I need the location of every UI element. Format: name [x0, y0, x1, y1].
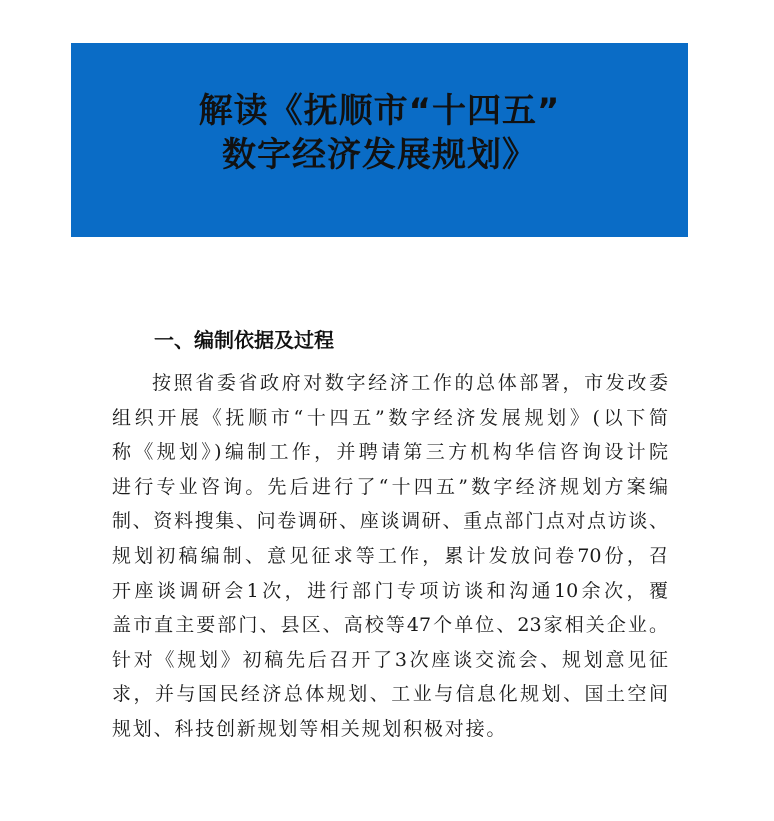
body-line: 开座谈调研会1次，进行部门专项访谈和沟通10余次，覆 [112, 579, 668, 602]
section-body [112, 366, 668, 747]
body-line: 按照省委省政府对数字经济工作的总体部署，市发改委 [152, 372, 668, 394]
body-line: 组织开展《抚顺市“十四五”数字经济发展规划》(以下简 [112, 406, 668, 429]
body-line: 称《规划》)编制工作，并聘请第三方机构华信咨询设计院 [112, 441, 668, 464]
document-title-line-2: 数字经济发展规划》 [222, 135, 537, 175]
title-banner [71, 43, 688, 237]
body-line: 规划、科技创新规划等相关规划积极对接。 [112, 717, 508, 740]
body-line: 制、资料搜集、问卷调研、座谈调研、重点部门点对点访谈、 [112, 510, 668, 533]
body-line: 求，并与国民经济总体规划、工业与信息化规划、国土空间 [112, 683, 668, 706]
document-title-line-1: 解读《抚顺市“十四五” [198, 91, 561, 131]
body-line: 针对《规划》初稿先后召开了3次座谈交流会、规划意见征 [112, 648, 668, 671]
body-line: 进行专业咨询。先后进行了“十四五”数字经济规划方案编 [112, 475, 668, 498]
body-line: 规划初稿编制、意见征求等工作，累计发放问卷70份，召 [112, 544, 668, 567]
body-line: 盖市直主要部门、县区、高校等47个单位、23家相关企业。 [112, 614, 668, 637]
section-heading: 一、编制依据及过程 [154, 328, 334, 352]
document-title [71, 89, 688, 177]
